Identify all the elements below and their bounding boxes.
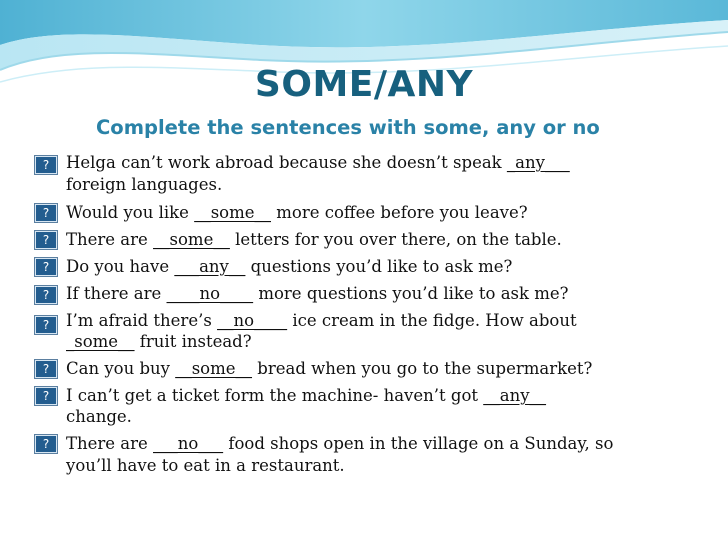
answer-blank: _some__	[66, 332, 135, 351]
sentence-line-continued: _some__ fruit instead?	[66, 332, 252, 351]
sentence-line: Can you buy __some__ bread when you go to the supermarket?	[66, 359, 593, 378]
sentence-line: Would you like __some__ more coffee before you leave?	[66, 203, 528, 222]
question-button[interactable]: ?	[35, 387, 57, 405]
question-button[interactable]: ?	[35, 435, 57, 453]
answer-blank: ____no____	[166, 284, 254, 303]
answer-blank: __some__	[175, 359, 253, 378]
answer-blank: __any__	[483, 386, 547, 405]
question-button[interactable]: ?	[35, 286, 57, 304]
sentence-line-continued: foreign languages.	[66, 175, 223, 194]
sentence-line: Do you have ___any__ questions you’d like to ask me?	[66, 257, 513, 276]
sentence-line: Helga can’t work abroad because she doesn’t speak _any___	[66, 153, 570, 172]
page-title: SOME/ANY	[254, 64, 474, 105]
question-button[interactable]: ?	[35, 156, 57, 174]
question-button[interactable]: ?	[35, 258, 57, 276]
sentence-line: There are __some__ letters for you over there, on the table.	[66, 230, 562, 249]
answer-blank: ___no___	[153, 434, 224, 453]
sentence-line: I can’t get a ticket form the machine- haven’t got __any__	[66, 386, 547, 405]
sentence-line: I’m afraid there’s __no____ ice cream in the fidge. How about	[66, 311, 577, 330]
answer-blank: _any___	[506, 153, 570, 172]
answer-blank: __no____	[217, 311, 288, 330]
question-button[interactable]: ?	[35, 316, 57, 334]
question-button[interactable]: ?	[35, 204, 57, 222]
answer-blank: __some__	[153, 230, 230, 249]
sentence-line-continued: change.	[66, 407, 132, 426]
question-button[interactable]: ?	[35, 360, 57, 378]
question-button[interactable]: ?	[35, 231, 57, 249]
sentence-line-continued: you’ll have to eat in a restaurant.	[66, 456, 345, 475]
sentence-line: If there are ____no____ more questions you’d like to ask me?	[66, 284, 569, 303]
page-subtitle: Complete the sentences with some, any or no	[96, 116, 600, 139]
answer-blank: ___any__	[174, 257, 246, 276]
sentence-line: There are ___no___ food shops open in the village on a Sunday, so	[66, 434, 614, 453]
answer-blank: __some__	[194, 203, 271, 222]
